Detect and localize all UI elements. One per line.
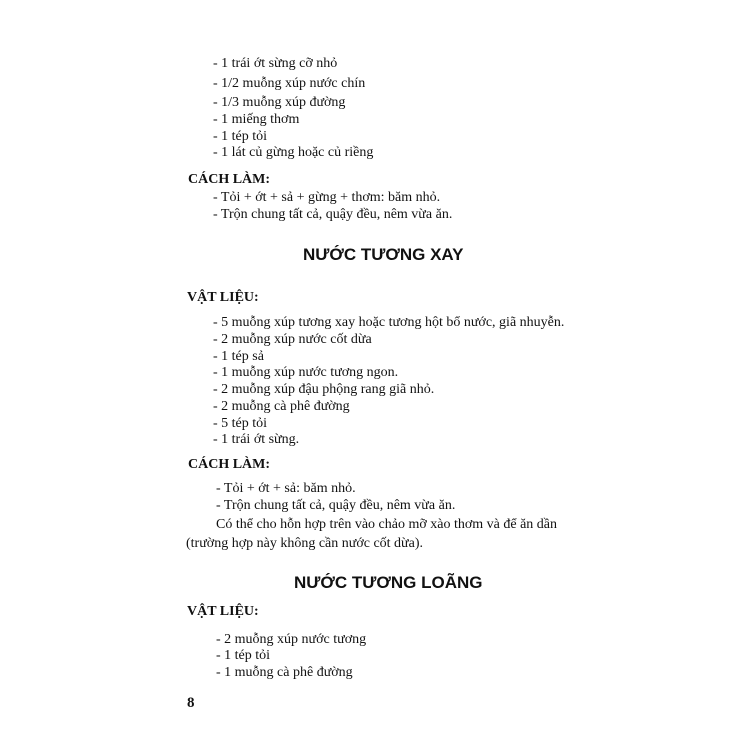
- ingredient-item: - 1 muỗng xúp nước tương ngon.: [213, 365, 399, 380]
- ingredient-item: - 1/3 muỗng xúp đường: [213, 95, 346, 110]
- ingredients-heading: VẬT LIỆU:: [187, 604, 259, 619]
- ingredient-item: - 2 muỗng xúp nước tương: [216, 632, 367, 647]
- ingredient-item: - 2 muỗng xúp đậu phộng rang giã nhỏ.: [213, 382, 435, 397]
- method-note: (trường hợp này không cần nước cốt dừa).: [186, 536, 424, 551]
- method-note: Có thể cho hỗn hợp trên vào chảo mỡ xào thơm và để ăn dần: [216, 517, 558, 532]
- ingredient-item: - 1 tép tỏi: [216, 648, 271, 663]
- ingredient-item: - 1 tép sả: [213, 349, 264, 364]
- ingredient-item: - 1/2 muỗng xúp nước chín: [213, 76, 366, 91]
- method-heading: CÁCH LÀM:: [188, 172, 271, 187]
- ingredient-item: - 1 lát củ gừng hoặc củ riềng: [213, 145, 374, 160]
- ingredient-item: - 1 muỗng cà phê đường: [216, 665, 353, 680]
- recipe-title: NƯỚC TƯƠNG LOÃNG: [294, 573, 483, 592]
- method-step: - Trộn chung tất cả, quậy đều, nêm vừa ăn.: [216, 498, 456, 513]
- ingredient-item: - 1 tép tỏi: [213, 129, 268, 144]
- method-step: - Tỏi + ớt + sả: băm nhỏ.: [216, 481, 356, 496]
- page-number: 8: [187, 695, 195, 711]
- ingredient-item: - 5 muỗng xúp tương xay hoặc tương hột bổ nước, giã nhuyễn.: [213, 315, 565, 330]
- method-step: - Tỏi + ớt + sả + gừng + thơm: băm nhỏ.: [213, 190, 441, 205]
- ingredient-item: - 1 trái ớt sừng.: [213, 432, 300, 447]
- ingredient-item: - 2 muỗng cà phê đường: [213, 399, 350, 414]
- method-step: - Trộn chung tất cả, quậy đều, nêm vừa ăn.: [213, 207, 453, 222]
- method-heading: CÁCH LÀM:: [188, 457, 271, 472]
- ingredient-item: - 1 miếng thơm: [213, 112, 300, 127]
- ingredient-item: - 1 trái ớt sừng cỡ nhỏ: [213, 56, 338, 71]
- recipe-title: NƯỚC TƯƠNG XAY: [303, 245, 464, 264]
- ingredient-item: - 2 muỗng xúp nước cốt dừa: [213, 332, 372, 347]
- ingredients-heading: VẬT LIỆU:: [187, 290, 259, 305]
- ingredient-item: - 5 tép tỏi: [213, 416, 268, 431]
